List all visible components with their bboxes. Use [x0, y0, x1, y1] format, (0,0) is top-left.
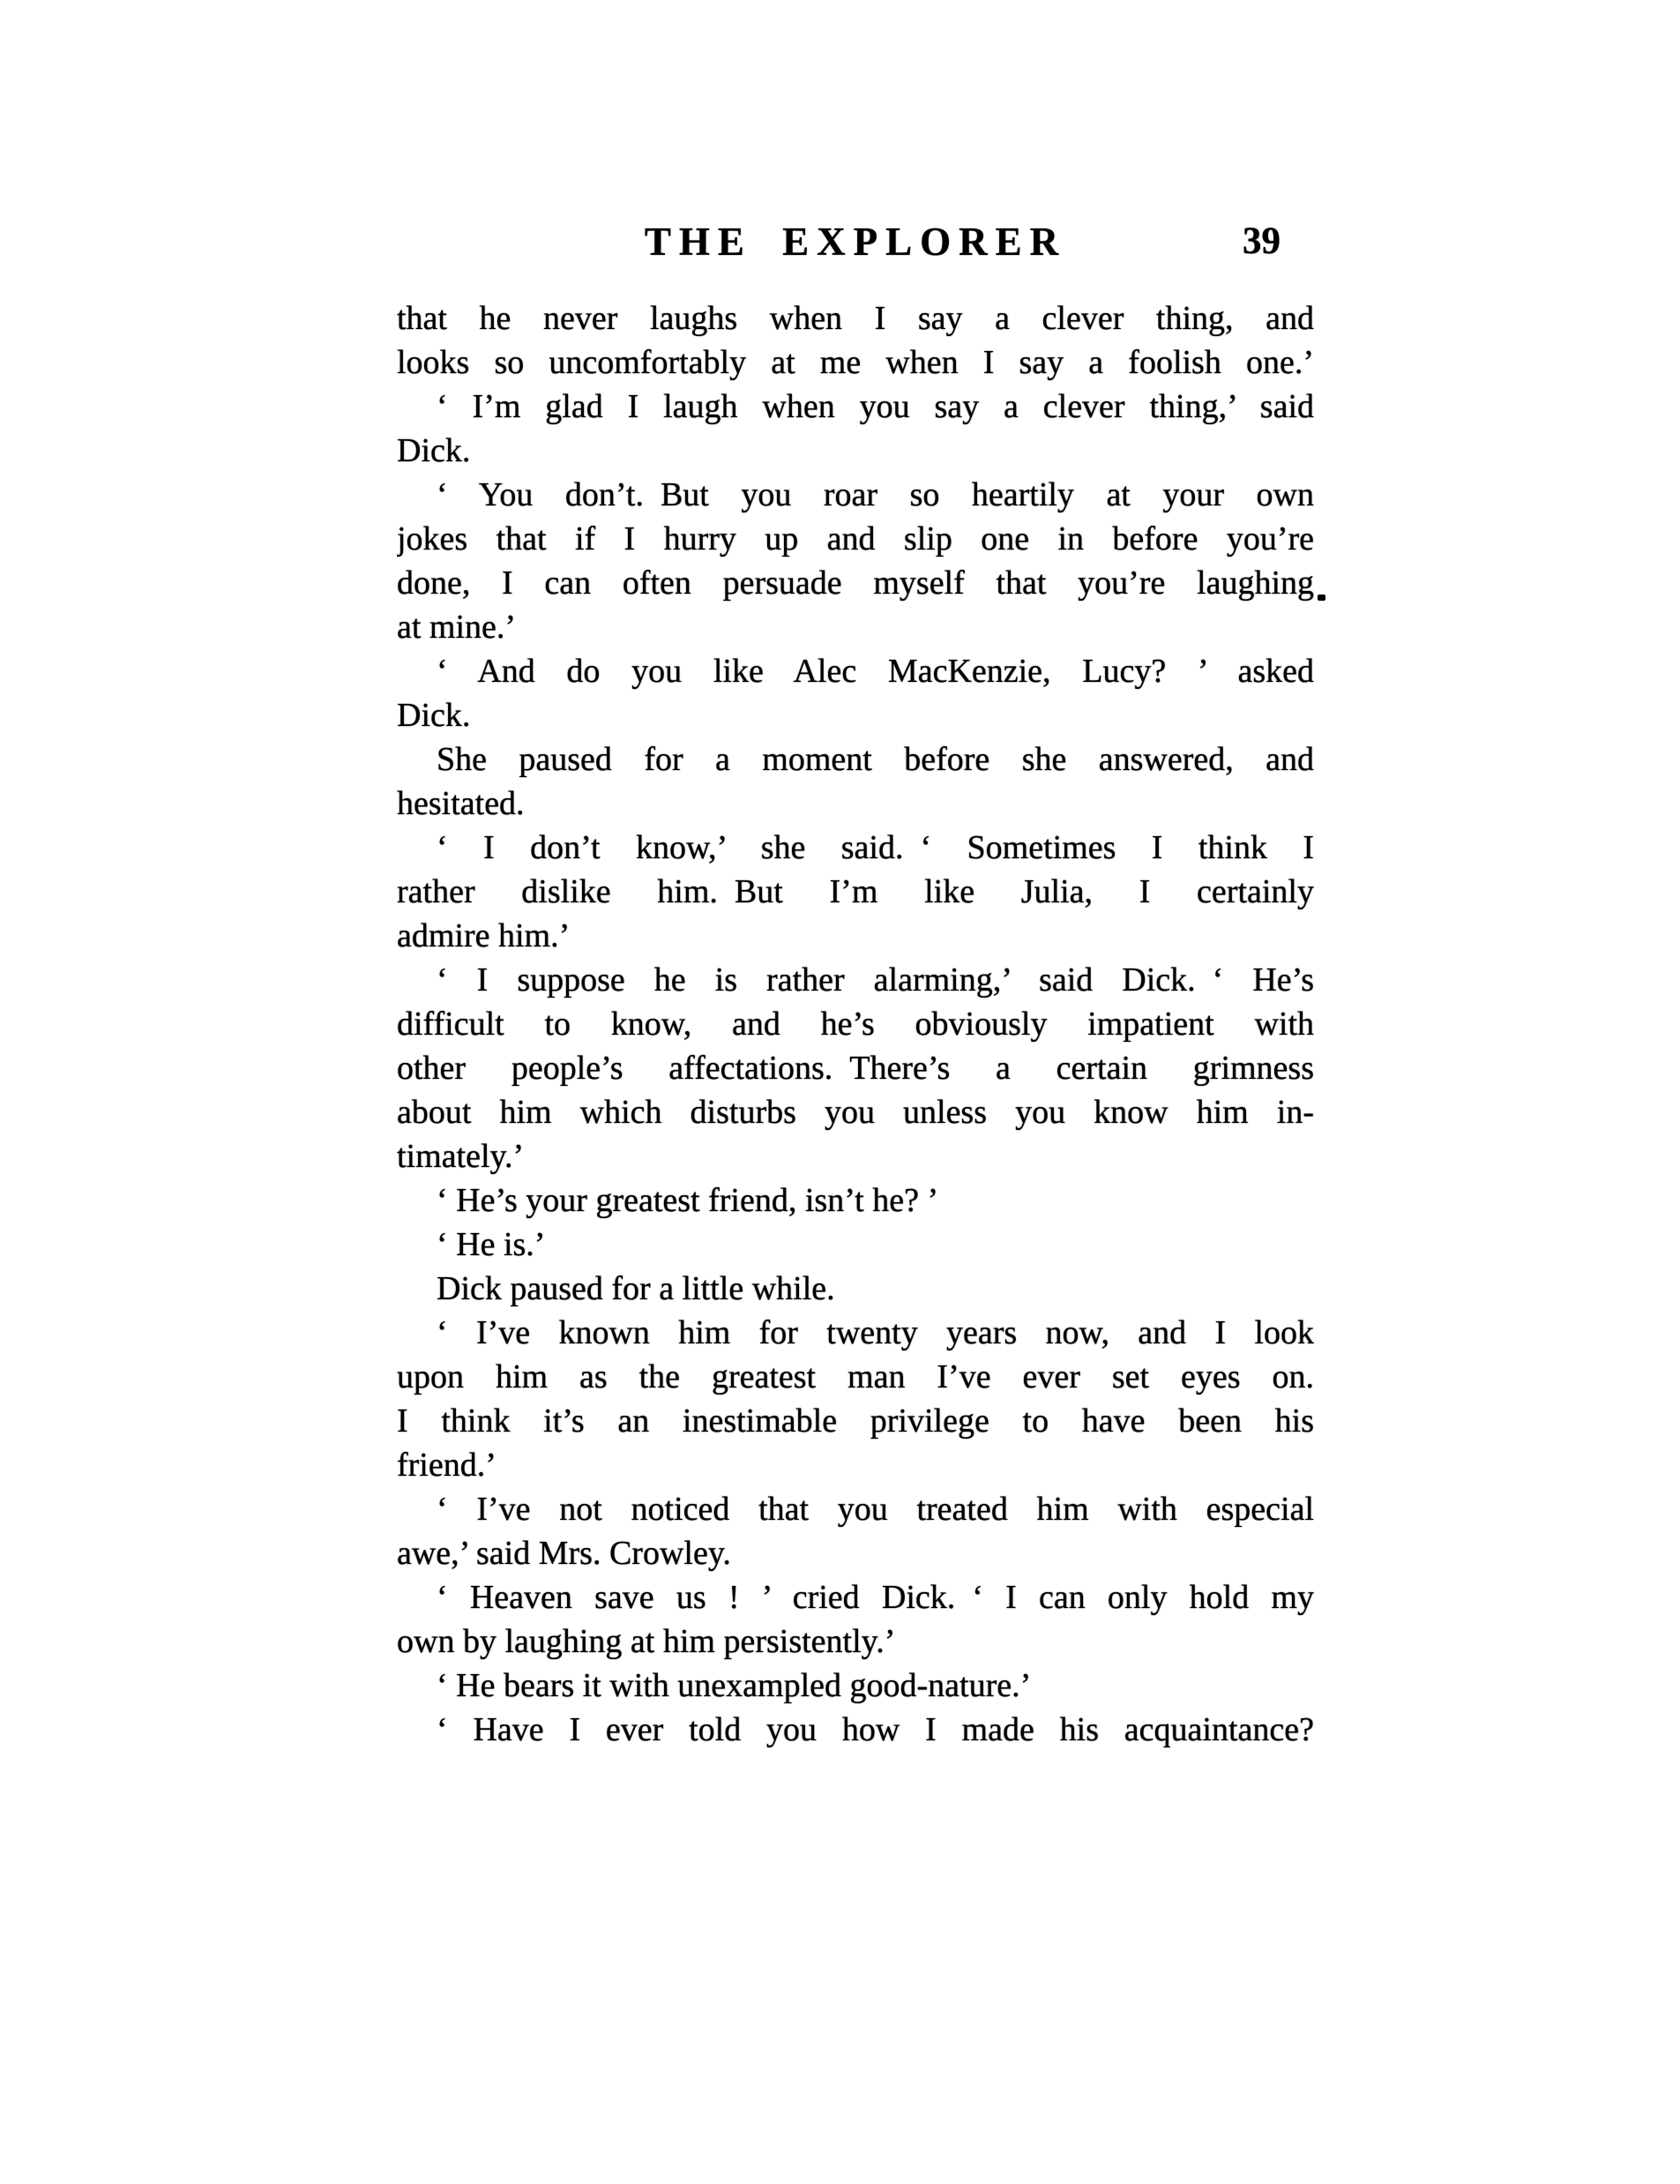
- text-line: ‘ He is.’: [437, 1226, 546, 1263]
- paragraph: [397, 385, 1314, 473]
- text-line: ‘ Have I ever told you how I made his acquaintance?: [437, 1711, 1314, 1748]
- text-line: She paused for a moment before she answered, and: [437, 741, 1314, 778]
- text-line: admire him.’: [397, 917, 571, 954]
- text-line: timately.’: [397, 1138, 525, 1175]
- paragraph: [397, 296, 1314, 385]
- text-line: ‘ And do you like Alec MacKenzie, Lucy? ’ asked: [437, 653, 1314, 690]
- text-line: about him which disturbs you unless you know him in-: [397, 1094, 1314, 1131]
- text-line: Dick.: [397, 697, 471, 734]
- text-line: other people’s affectations. There’s a certain grimness: [397, 1050, 1314, 1087]
- text-line: looks so uncomfortably at me when I say a foolish one.’: [397, 344, 1314, 381]
- text-line: that he never laughs when I say a clever thing, and: [397, 300, 1314, 337]
- text-line: ‘ You don’t. But you roar so heartily at your own: [437, 476, 1314, 513]
- text-line: awe,’ said Mrs. Crowley.: [397, 1535, 731, 1572]
- text-line: ‘ I’ve known him for twenty years now, and I look: [437, 1314, 1314, 1351]
- text-line: ‘ I suppose he is rather alarming,’ said Dick. ‘ He’s: [437, 961, 1314, 999]
- paragraph: [397, 1311, 1314, 1487]
- paragraph: [397, 1575, 1314, 1664]
- text-line: done, I can often persuade myself that you’re laughing: [397, 565, 1314, 602]
- scan-artifact-dot: [1318, 595, 1325, 601]
- paragraph: [397, 737, 1314, 826]
- paragraph: [397, 1223, 1314, 1267]
- text-line: ‘ He bears it with unexampled good-nature.’: [437, 1667, 1032, 1704]
- text-line: Dick.: [397, 432, 471, 469]
- paragraph: [397, 1708, 1314, 1752]
- page-number: 39: [1243, 221, 1281, 262]
- text-line: I think it’s an inestimable privilege to have been his: [397, 1402, 1314, 1440]
- paragraph: [397, 826, 1314, 958]
- text-line: ‘ He’s your greatest friend, isn’t he? ’: [437, 1182, 939, 1219]
- text-line: Dick paused for a little while.: [437, 1270, 835, 1307]
- text-line: friend.’: [397, 1447, 497, 1484]
- text-line: difficult to know, and he’s obviously impatient with: [397, 1006, 1314, 1043]
- paragraph: [397, 958, 1314, 1178]
- text-line: own by laughing at him persistently.’: [397, 1623, 896, 1660]
- running-header: [397, 219, 1314, 265]
- text-line: ‘ I don’t know,’ she said. ‘ Sometimes I think I: [437, 829, 1314, 866]
- page-title: THE EXPLORER: [644, 220, 1067, 264]
- body-text: [397, 296, 1314, 1752]
- paragraph: [397, 473, 1314, 649]
- text-line: rather dislike him. But I’m like Julia, I certainly: [397, 873, 1314, 910]
- paragraph: [397, 1267, 1314, 1311]
- paragraph: [397, 649, 1314, 737]
- text-line: at mine.’: [397, 609, 517, 646]
- paragraph: [397, 1178, 1314, 1223]
- text-line: ‘ I’m glad I laugh when you say a clever thing,’ said: [437, 388, 1314, 425]
- text-line: hesitated.: [397, 785, 525, 822]
- paragraph: [397, 1487, 1314, 1575]
- text-line: ‘ Heaven save us ! ’ cried Dick. ‘ I can only hold my: [437, 1579, 1314, 1616]
- paragraph: [397, 1664, 1314, 1708]
- text-line: jokes that if I hurry up and slip one in before you’re: [397, 520, 1314, 557]
- text-line: upon him as the greatest man I’ve ever set eyes on.: [397, 1358, 1314, 1395]
- text-line: ‘ I’ve not noticed that you treated him with especial: [437, 1491, 1314, 1528]
